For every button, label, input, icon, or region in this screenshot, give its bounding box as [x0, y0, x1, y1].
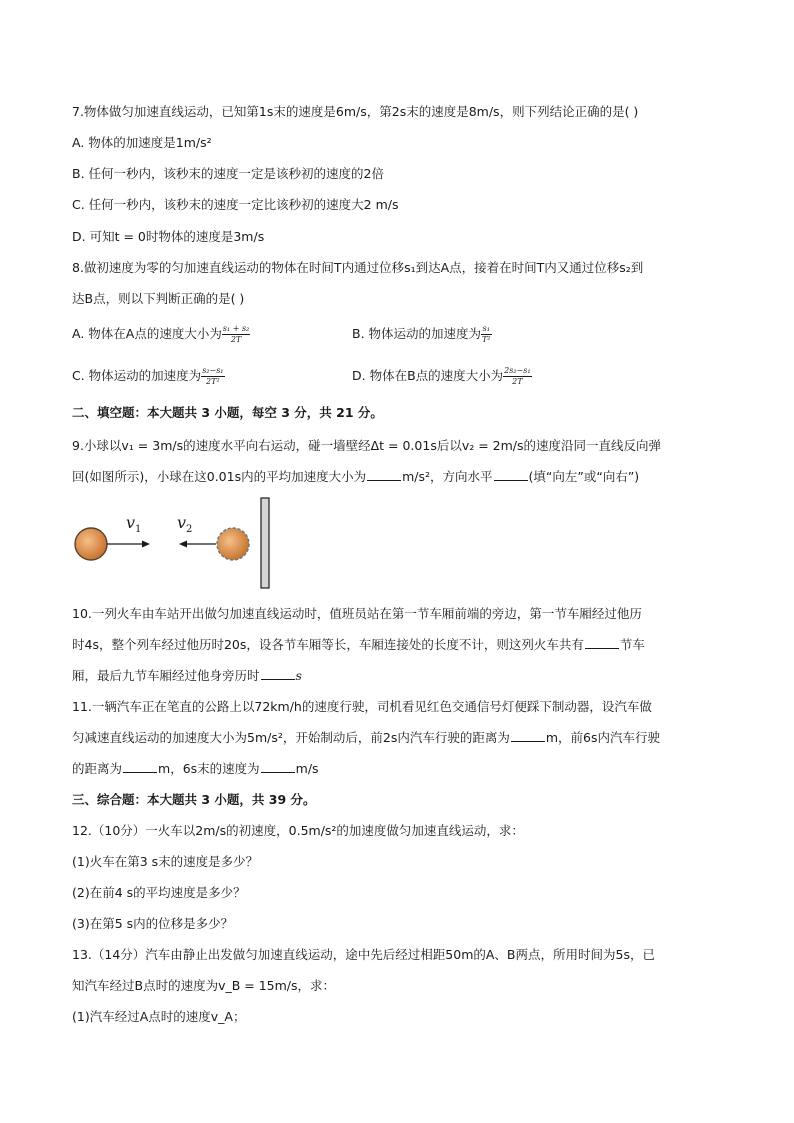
v2-label: $v_2$: [177, 513, 193, 535]
q9-text-b: m/s²，方向水平: [402, 469, 493, 484]
q8-option-d: [352, 366, 532, 387]
fraction-numerator: 2s₂−s₁: [504, 366, 531, 375]
fraction-denominator: 2T: [512, 377, 523, 386]
answer-blank: [511, 729, 545, 742]
q8-option-c-fraction: [201, 366, 224, 387]
q13-part1: (1)汽车经过A点时的速度v_A；: [72, 1009, 246, 1024]
fraction-numerator: s₁: [482, 324, 490, 333]
wall: [261, 498, 269, 588]
q12-part1: (1)火车在第3 s末的速度是多少？: [72, 854, 259, 869]
q11-line2: [72, 729, 660, 747]
answer-blank: [123, 760, 157, 773]
q11-text-a: 匀减速直线运动的加速度大小为5m/s²，开始制动后，前2s内汽车行驶的距离为: [72, 730, 510, 745]
answer-blank: [367, 468, 401, 481]
q12-part2: (2)在前4 s的平均速度是多少？: [72, 885, 246, 900]
q8-option-b-text: B. 物体运动的加速度为: [352, 326, 482, 341]
q11-text-b: m，前6s内汽车行驶: [545, 730, 660, 745]
q8-option-a-fraction: [222, 324, 250, 345]
q10-text-a: 时4s，整个列车经过他历时20s，设各节车厢等长，车厢连接处的长度不计，则这列火车共有: [72, 637, 584, 652]
answer-blank: [585, 636, 619, 649]
answer-blank: [494, 468, 528, 481]
q12-part3: (3)在第5 s内的位移是多少？: [72, 916, 234, 931]
q10-line2: [72, 636, 645, 654]
q9-text-a: 回(如图所示)，小球在这0.01s内的平均加速度大小为: [72, 469, 367, 484]
q9-text-c: (填“向左”或“向右”): [528, 469, 640, 484]
q8-stem-line2: 达B点，则以下判断正确的是( ): [72, 291, 245, 306]
q8-option-d-text: D. 物体在B点的速度大小为: [352, 368, 504, 383]
fraction-denominator: 2T: [230, 335, 242, 344]
q13-line1: 13.（14分）汽车由静止出发做匀加速直线运动，途中先后经过相距50m的A、B两点，所用时间为5s，已: [72, 947, 655, 962]
q10-text-b: 节车: [619, 637, 645, 652]
q7-option-a: A. 物体的加速度是1m/s²: [72, 135, 212, 150]
q9-line2: [72, 468, 639, 486]
q8-option-c: [72, 366, 225, 387]
q11-text-e: m/s: [295, 761, 319, 776]
q12-stem: 12.（10分）一火车以2m/s的初速度，0.5m/s²的加速度做匀加速直线运动，求：: [72, 823, 524, 838]
q10-line1: 10.一列火车由车站开出做匀加速直线运动时，值班员站在第一节车厢前端的旁边，第一节车厢经过他历: [72, 606, 642, 621]
q7-option-c: C. 任何一秒内，该秒末的速度一定比该秒初的速度大2 m/s: [72, 197, 399, 212]
q7-stem: 7.物体做匀加速直线运动，已知第1s末的速度是6m/s，第2s末的速度是8m/s，则下列结论正确的是( ): [72, 104, 639, 119]
q10-line3: [72, 667, 302, 685]
fraction-numerator: s₂−s₁: [202, 366, 224, 375]
q10-text-c: 厢，最后九节车厢经过他身旁历时: [72, 668, 260, 683]
q7-option-d: D. 可知t = 0时物体的速度是3m/s: [72, 229, 265, 244]
ball-right: [217, 528, 249, 560]
q8-stem-line1: 8.做初速度为零的匀加速直线运动的物体在时间T内通过位移s₁到达A点，接着在时间T内又通过位移s₂到: [72, 260, 644, 275]
fraction-denominator: 2T²: [206, 377, 220, 386]
q11-text-d: m，6s末的速度为: [158, 761, 260, 776]
section-2-heading: 二、填空题：本大题共 3 小题，每空 3 分，共 21 分。: [72, 405, 383, 420]
q7-option-b: B. 任何一秒内，该秒末的速度一定是该秒初的速度的2倍: [72, 166, 384, 181]
v1-arrow-head: [142, 541, 150, 548]
q8-option-a: [72, 324, 250, 345]
q8-option-b-fraction: [481, 324, 492, 345]
v1-label: $v_1$: [126, 513, 142, 535]
q10-unit: s: [295, 668, 302, 683]
q8-option-b: [352, 324, 492, 345]
fraction-denominator: T²: [482, 335, 491, 344]
q11-text-c: 的距离为: [72, 761, 123, 776]
section-3-heading: 三、综合题：本大题共 3 小题，共 39 分。: [72, 792, 316, 807]
q9-figure: [66, 496, 286, 592]
answer-blank: [261, 760, 295, 773]
q11-line3: [72, 760, 319, 778]
q9-line1: 9.小球以v₁ = 3m/s的速度水平向右运动，碰一墙壁经Δt = 0.01s后以v₂ = 2m/s的速度沿同一直线反向弹: [72, 438, 662, 453]
v2-arrow-head: [179, 541, 187, 548]
q13-line2: 知汽车经过B点时的速度为v_B = 15m/s，求：: [72, 978, 336, 993]
ball-left: [75, 528, 107, 560]
q8-option-a-text: A. 物体在A点的速度大小为: [72, 326, 222, 341]
fraction-numerator: s₁ + s₂: [222, 324, 250, 333]
q11-line1: 11.一辆汽车正在笔直的公路上以72km/h的速度行驶，司机看见红色交通信号灯便踩下制动器，设汽车做: [72, 699, 652, 714]
q8-option-c-text: C. 物体运动的加速度为: [72, 368, 202, 383]
answer-blank: [261, 667, 295, 680]
q8-option-d-fraction: [503, 366, 531, 387]
